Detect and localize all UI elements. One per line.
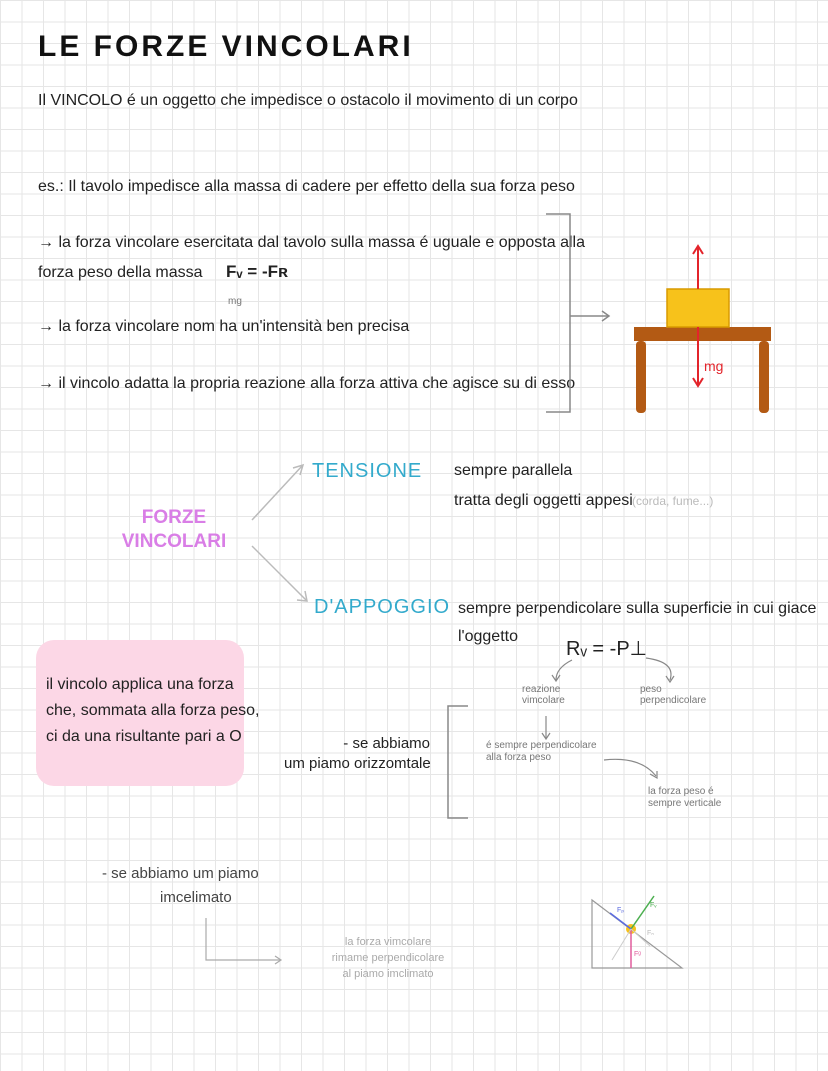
example-text: es.: Il tavolo impedisce alla massa di cadere per effetto della sua forza peso: [38, 178, 575, 195]
forze-vincolari-label: [118, 506, 230, 554]
bullet-1-line-1: → la forza vincolare esercitata dal tavolo sulla massa é uguale e opposta alla: [38, 234, 585, 251]
inclined-note-line-1: la forza vimcolare: [344, 936, 432, 948]
horizontal-note-2-line-2: sempre verticale: [648, 798, 722, 809]
appoggio-line-2: l'oggetto: [458, 628, 518, 645]
inclined-note-line-2: rimame perpendicolare: [331, 952, 445, 964]
forze-word: FORZE: [141, 507, 207, 528]
pink-note-text: [46, 672, 259, 750]
pink-note-line-3: ci da una risultante pari a O: [46, 728, 242, 745]
horizontal-note-1: [486, 740, 597, 764]
horizontal-label-line-2: um piamo orizzomtale: [284, 755, 431, 772]
tensione-line-1: sempre parallela: [454, 462, 573, 479]
vincolari-word: VINCOLARI: [121, 531, 227, 552]
perp-note-line-1: peso: [640, 684, 662, 695]
tensione-note: (corda, fume...): [632, 494, 714, 508]
tensione-label: TENSIONE: [312, 460, 423, 482]
horizontal-label-line-1: - se abbiamo: [343, 735, 430, 752]
bullet-1-line-2: forza peso della massa: [38, 264, 203, 281]
appoggio-line-1: sempre perpendicolare sulla superficie in cui giace: [458, 600, 817, 617]
bracket-icon: [546, 214, 609, 412]
label-fg: Fᵍ: [634, 951, 641, 958]
bracket-2-icon: [448, 706, 468, 818]
perp-note: [640, 684, 706, 706]
label-fp: Fₚ: [617, 907, 625, 914]
perp-note-line-2: perpendicolare: [640, 695, 707, 706]
horizontal-note-1-line-2: alla forza peso: [486, 752, 552, 763]
horizontal-plane-label: [284, 734, 430, 774]
inclined-label-line-2: imcelimato: [160, 889, 232, 906]
inclined-note: [310, 934, 466, 982]
inclined-plane-label: [102, 862, 259, 910]
table-figure-icon: [634, 246, 771, 413]
reaction-note-line-1: reazione: [522, 684, 561, 695]
inclined-note-line-3: al piamo imclimato: [342, 968, 434, 980]
inclined-label-line-1: - se abbiamo um piamo: [102, 865, 259, 882]
table-mg-label: mg: [704, 358, 724, 374]
appoggio-label: D'APPOGGIO: [314, 596, 451, 618]
bullet-3: → il vincolo adatta la propria reazione alla forza attiva che agisce su di esso: [38, 375, 576, 392]
reaction-note-line-2: vimcolare: [522, 695, 565, 706]
horizontal-note-2: [648, 786, 721, 810]
formula-fv-fr: Fᵥ = -Fʀ: [226, 262, 288, 281]
tensione-line-2: tratta degli oggetti appesi: [454, 492, 633, 509]
horizontal-note-1-line-1: é sempre perpendicolare: [486, 740, 597, 751]
pink-note-line-1: il vincolo applica una forza: [46, 676, 234, 693]
appoggio-formula: Rᵥ = -P⊥: [566, 638, 648, 660]
pink-note-line-2: che, sommata alla forza peso,: [46, 702, 260, 719]
formula-note-mg: mg: [228, 296, 242, 307]
inclined-arrow-icon: [206, 918, 281, 964]
definition-text: Il VINCOLO é un oggetto che impedisce o ostacolo il movimento di un corpo: [38, 92, 578, 109]
reaction-note: [522, 684, 565, 706]
label-fn: Fₙ: [647, 930, 655, 937]
page-title: LE FORZE VINCOLARI: [38, 30, 414, 63]
horizontal-note-2-line-1: la forza peso é: [648, 786, 714, 797]
label-fv: Fᵥ: [650, 902, 657, 909]
bullet-2: → la forza vincolare nom ha un'intensità ben precisa: [38, 318, 410, 335]
branch-arrows-icon: [252, 465, 307, 601]
